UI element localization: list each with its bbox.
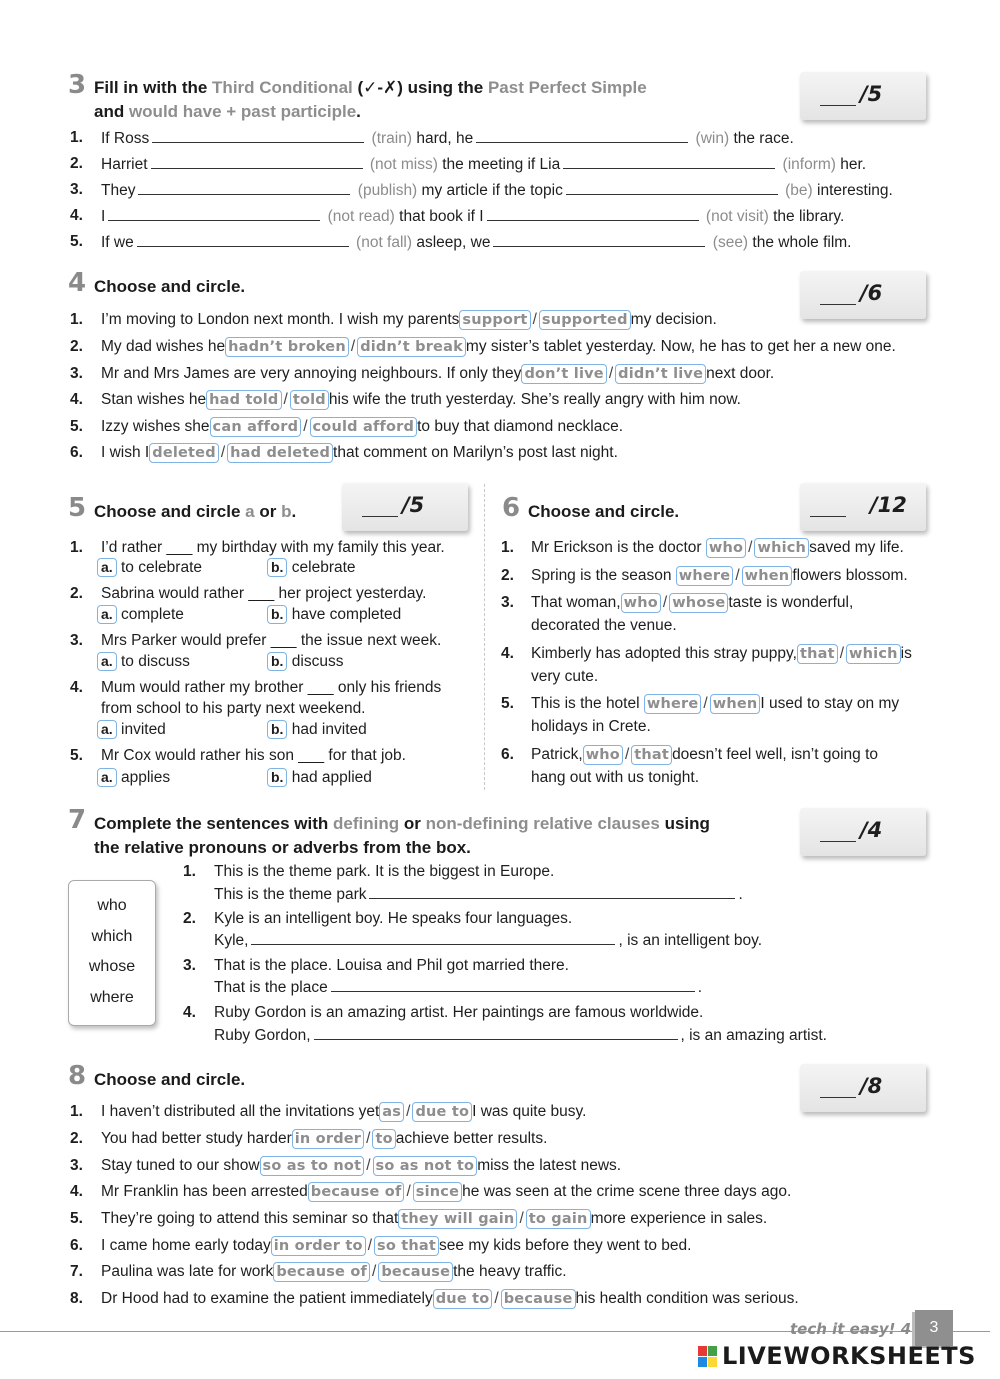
item-number: 7. <box>70 1263 83 1280</box>
item-number: 1. <box>70 129 83 146</box>
option-1[interactable]: because of <box>273 1262 370 1282</box>
answer-line: Ruby Gordon, , is an amazing artist. <box>214 1027 827 1044</box>
item-number: 5. <box>70 1210 83 1227</box>
item-number: 6. <box>501 746 514 763</box>
item-number: 3. <box>70 632 83 649</box>
section-3-score-box <box>800 72 926 120</box>
word-box-item: who <box>97 897 127 914</box>
answer-blank[interactable] <box>151 154 363 169</box>
section-7-title-line2: the relative pronouns or adverbs from the box. <box>94 838 471 857</box>
option-a[interactable]: a. invited <box>97 720 166 740</box>
section-8-number: 8 <box>68 1061 87 1091</box>
list-item-line2: decorated the venue. <box>531 617 677 634</box>
answer-blank[interactable] <box>369 884 735 899</box>
answer-blank[interactable] <box>152 128 364 143</box>
list-item: I wish I deleted / had deleted that comment on Marilyn’s post last night. <box>101 444 618 461</box>
option-b[interactable]: b. celebrate <box>267 558 356 578</box>
option-2[interactable]: so as not to <box>373 1156 478 1176</box>
score-total: /12 <box>870 493 907 517</box>
option-b[interactable]: b. had invited <box>267 720 367 740</box>
list-item: That woman, who / whose taste is wonderful, <box>531 594 854 611</box>
option-2[interactable]: due to <box>412 1102 472 1122</box>
option-1[interactable]: hadn’t broken <box>225 337 349 357</box>
liveworksheets-logo-icon <box>698 1346 718 1368</box>
answer-blank[interactable] <box>108 206 320 221</box>
option-1[interactable]: because of <box>308 1182 405 1202</box>
option-a[interactable]: a. applies <box>97 768 170 788</box>
list-item: Mr Franklin has been arrested because of / since he was seen at the crime scene three days ago. <box>101 1183 792 1200</box>
item-number: 8. <box>70 1290 83 1307</box>
score-blank[interactable] <box>820 1097 856 1098</box>
list-item: Mr and Mrs James are very annoying neighbours. If only they don’t live / didn’t live next door. <box>101 365 775 382</box>
list-item: I haven’t distributed all the invitations yet as / due to I was quite busy. <box>101 1103 587 1120</box>
word-box-item: which <box>91 927 133 945</box>
list-item: You had better study harder in order / to achieve better results. <box>101 1130 548 1147</box>
item-number: 4. <box>501 645 514 662</box>
item-number: 5. <box>70 233 83 250</box>
option-2[interactable]: didn’t live <box>615 364 706 384</box>
answer-blank[interactable] <box>314 1025 678 1040</box>
score-blank[interactable] <box>820 105 856 106</box>
option-1[interactable]: where <box>644 694 702 714</box>
option-2[interactable]: supported <box>539 310 631 330</box>
section-3-title: Fill in with the Third Conditional (✓-✗) using the Past Perfect Simple <box>94 78 647 97</box>
option-2[interactable]: to gain <box>526 1209 591 1229</box>
score-blank[interactable] <box>362 516 398 517</box>
option-1[interactable]: in order <box>292 1129 364 1149</box>
item-number: 1. <box>70 539 83 556</box>
answer-blank[interactable] <box>476 128 688 143</box>
section-8-title: Choose and circle. <box>94 1070 246 1089</box>
prompt-text: Kyle is an intelligent boy. He speaks four languages. <box>214 910 573 927</box>
item-number: 2. <box>70 338 83 355</box>
answer-blank[interactable] <box>251 930 615 945</box>
item-number: 1. <box>183 863 196 880</box>
list-item: I (not read) that book if I (not visit) the library. <box>101 208 845 225</box>
section-7-number: 7 <box>68 805 87 835</box>
list-item: My dad wishes he hadn’t broken / didn’t break my sister’s tablet yesterday. Now, he has to get her a new one. <box>101 338 896 355</box>
option-2[interactable]: could afford <box>310 417 418 437</box>
option-2[interactable]: told <box>290 390 329 410</box>
list-item: Paulina was late for work because of / because the heavy traffic. <box>101 1263 567 1280</box>
item-number: 2. <box>183 910 196 927</box>
option-a[interactable]: a. complete <box>97 605 184 625</box>
answer-line: This is the theme park . <box>214 886 743 903</box>
section-6-score-box <box>800 483 926 531</box>
item-number: 4. <box>70 207 83 224</box>
item-number: 5. <box>501 695 514 712</box>
score-blank[interactable] <box>820 304 856 305</box>
option-1[interactable]: where <box>676 566 734 586</box>
section-5-number: 5 <box>68 493 87 523</box>
list-item: I came home early today in order to / so that see my kids before they went to bed. <box>101 1237 692 1254</box>
score-total: /4 <box>860 818 883 842</box>
option-2[interactable]: so that <box>374 1236 439 1256</box>
item-number: 3. <box>183 957 196 974</box>
option-2[interactable]: had deleted <box>227 443 333 463</box>
word-box <box>68 880 156 1026</box>
section-5-title: Choose and circle a or b. <box>94 502 297 521</box>
list-item: Stay tuned to our show so as to not / so as not to miss the latest news. <box>101 1157 622 1174</box>
list-item: Kimberly has adopted this stray puppy, that / which is <box>531 645 912 662</box>
item-number: 1. <box>70 311 83 328</box>
option-b[interactable]: b. discuss <box>267 652 343 672</box>
word-box-item: whose <box>88 958 136 975</box>
prompt-text: This is the theme park. It is the biggest in Europe. <box>214 863 555 880</box>
item-number: 3. <box>70 1157 83 1174</box>
list-item: I’m moving to London next month. I wish my parents support / supported my decision. <box>101 311 717 328</box>
question-text: Mrs Parker would prefer ___ the issue next week. <box>101 632 442 649</box>
item-number: 5. <box>70 747 83 764</box>
answer-blank[interactable] <box>331 977 695 992</box>
answer-blank[interactable] <box>566 180 778 195</box>
item-number: 5. <box>70 418 83 435</box>
question-text: Mr Cox would rather his son ___ for that job. <box>101 747 406 764</box>
option-2[interactable]: which <box>846 644 901 664</box>
question-text: I’d rather ___ my birthday with my family this year. <box>101 539 445 556</box>
item-number: 3. <box>70 365 83 382</box>
column-divider <box>484 484 485 790</box>
book-tagline: tech it easy! 4 <box>790 1320 912 1338</box>
option-1[interactable]: as <box>379 1102 404 1122</box>
option-2[interactable]: because <box>501 1289 576 1309</box>
option-a[interactable]: a. to discuss <box>97 652 190 672</box>
item-number: 3. <box>70 181 83 198</box>
option-1[interactable]: support <box>459 310 530 330</box>
option-2[interactable]: because <box>378 1262 453 1282</box>
option-1[interactable]: had told <box>206 390 281 410</box>
option-1[interactable]: that <box>797 644 838 664</box>
section-4-title: Choose and circle. <box>94 277 246 296</box>
item-number: 1. <box>501 539 514 556</box>
list-item: Spring is the season where / when flowers blossom. <box>531 567 908 584</box>
list-item: Mr Erickson is the doctor who / which saved my life. <box>531 539 904 556</box>
option-2[interactable]: whose <box>669 593 728 613</box>
answer-line: Kyle, , is an intelligent boy. <box>214 932 763 949</box>
list-item: They (publish) my article if the topic (be) interesting. <box>101 182 893 199</box>
list-item-line2: holidays in Crete. <box>531 718 651 735</box>
section-6-title: Choose and circle. <box>528 502 680 521</box>
list-item: This is the hotel where / when I used to stay on my <box>531 695 900 712</box>
question-text: Sabrina would rather ___ her project yesterday. <box>101 585 427 602</box>
option-1[interactable]: so as to not <box>260 1156 365 1176</box>
section-4-number: 4 <box>68 268 87 298</box>
item-number: 2. <box>70 1130 83 1147</box>
item-number: 6. <box>70 1237 83 1254</box>
option-1[interactable]: can afford <box>210 417 302 437</box>
item-number: 1. <box>70 1103 83 1120</box>
page-number: 3 <box>915 1310 953 1346</box>
item-number: 4. <box>70 391 83 408</box>
answer-blank[interactable] <box>138 180 350 195</box>
list-item: If Ross (train) hard, he (win) the race. <box>101 130 794 147</box>
option-a[interactable]: a. to celebrate <box>97 558 202 578</box>
item-number: 2. <box>501 567 514 584</box>
option-2[interactable]: since <box>413 1182 462 1202</box>
option-2[interactable]: that <box>631 745 672 765</box>
list-item: Stan wishes he had told / told his wife the truth yesterday. She’s really angry with him now. <box>101 391 741 408</box>
prompt-text: That is the place. Louisa and Phil got married there. <box>214 957 569 974</box>
word-box-item: where <box>90 988 134 1006</box>
list-item: Harriet (not miss) the meeting if Lia (inform) her. <box>101 156 867 173</box>
score-total: /5 <box>860 82 883 106</box>
section-6-number: 6 <box>502 493 521 523</box>
section-7-score-box <box>800 808 926 856</box>
option-2[interactable]: didn’t break <box>357 337 466 357</box>
score-total: /6 <box>860 281 883 305</box>
list-item: They’re going to attend this seminar so that they will gain / to gain more experience in sales. <box>101 1210 768 1227</box>
option-b[interactable]: b. had applied <box>267 768 372 788</box>
score-total: /8 <box>860 1074 883 1098</box>
option-1[interactable]: who <box>621 593 661 613</box>
prompt-text: Ruby Gordon is an amazing artist. Her paintings are famous worldwide. <box>214 1004 704 1021</box>
answer-blank[interactable] <box>493 232 705 247</box>
option-2[interactable]: to <box>372 1129 395 1149</box>
answer-blank[interactable] <box>487 206 699 221</box>
item-number: 2. <box>70 585 83 602</box>
section-7-title: Complete the sentences with defining or non-defining relative clauses using <box>94 814 710 833</box>
item-number: 4. <box>70 1183 83 1200</box>
option-b[interactable]: b. have completed <box>267 605 401 625</box>
question-text: Mum would rather my brother ___ only his friends <box>101 679 442 696</box>
section-8-score-box <box>800 1064 926 1112</box>
item-number: 4. <box>70 679 83 696</box>
list-item: Patrick, who / that doesn’t feel well, isn’t going to <box>531 746 878 763</box>
option-1[interactable]: who <box>706 538 746 558</box>
list-item: Izzy wishes she can afford / could afford to buy that diamond necklace. <box>101 418 624 435</box>
list-item: Dr Hood had to examine the patient immediately due to / because his health condition was serious. <box>101 1290 799 1307</box>
option-2[interactable]: which <box>754 538 809 558</box>
item-number: 2. <box>70 155 83 172</box>
option-2[interactable]: when <box>710 694 761 714</box>
option-1[interactable]: due to <box>433 1289 493 1309</box>
item-number: 3. <box>501 594 514 611</box>
item-number: 6. <box>70 444 83 461</box>
answer-blank[interactable] <box>137 232 349 247</box>
option-1[interactable]: deleted <box>149 443 219 463</box>
list-item: If we (not fall) asleep, we (see) the whole film. <box>101 234 852 251</box>
list-item-line2: hang out with us tonight. <box>531 769 700 786</box>
section-5-score-box <box>342 483 468 531</box>
score-blank[interactable] <box>810 516 846 517</box>
item-number: 4. <box>183 1004 196 1021</box>
option-1[interactable]: don’t live <box>521 364 606 384</box>
option-1[interactable]: in order to <box>271 1236 366 1256</box>
brand-wordmark: LIVEWORKSHEETS <box>722 1342 976 1370</box>
option-2[interactable]: when <box>742 566 793 586</box>
section-3-title-line2: and would have + past participle. <box>94 102 361 121</box>
score-total: /5 <box>402 493 425 517</box>
question-text-line2: from school to his party next weekend. <box>101 700 366 717</box>
option-1[interactable]: they will gain <box>398 1209 517 1229</box>
answer-blank[interactable] <box>563 154 775 169</box>
list-item-line2: very cute. <box>531 668 599 685</box>
answer-line: That is the place . <box>214 979 703 996</box>
section-4-score-box <box>800 271 926 319</box>
section-3-number: 3 <box>68 70 87 100</box>
option-1[interactable]: who <box>583 745 623 765</box>
score-blank[interactable] <box>820 841 856 842</box>
